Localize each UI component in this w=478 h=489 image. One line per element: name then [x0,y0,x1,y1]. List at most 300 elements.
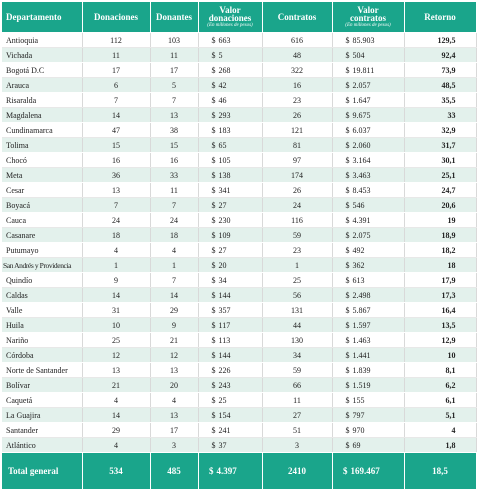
cell-valor-contratos [332,138,404,153]
cell-donaciones: 21 [82,378,150,393]
currency-symbol: $ [202,216,216,225]
cell-retorno: 48,5 [404,78,476,93]
table-header [2,2,476,33]
cell-donantes: 21 [150,333,198,348]
cell-valor-contratos [332,288,404,303]
cell-retorno: 92,4 [404,48,476,63]
cell-departamento: Chocó [2,153,82,168]
table-row [2,183,476,198]
cell-departamento: Tolima [2,138,82,153]
cell-donantes: 7 [150,273,198,288]
currency-symbol: $ [202,126,216,135]
cell-departamento: Casanare [2,228,82,243]
cell-departamento: Quindío [2,273,82,288]
table-row [2,273,476,288]
cell-retorno: 18 [404,258,476,273]
cell-donantes: 11 [150,183,198,198]
cell-valor-contratos [332,303,404,318]
cell-donantes: 18 [150,228,198,243]
cell-valor-contratos-value: 1.463 [353,336,371,345]
cell-donantes: 1 [150,258,198,273]
cell-valor-donaciones [198,153,262,168]
currency-symbol: $ [202,111,216,120]
cell-departamento: Córdoba [2,348,82,363]
table-row [2,33,476,48]
currency-symbol: $ [202,66,216,75]
cell-valor-donaciones-value: 25 [219,396,227,405]
cell-valor-contratos-value: 1.597 [353,321,371,330]
cell-donaciones: 31 [82,303,150,318]
cell-departamento: Santander [2,423,82,438]
table-row [2,213,476,228]
cell-valor-contratos [332,78,404,93]
currency-symbol: $ [336,261,350,270]
cell-valor-contratos-value: 2.075 [353,231,371,240]
cell-valor-contratos-value: 19.811 [353,66,375,75]
cell-valor-contratos-value: 3.463 [353,171,371,180]
cell-retorno: 12,9 [404,333,476,348]
cell-valor-donaciones [198,318,262,333]
cell-donantes: 16 [150,153,198,168]
header-valor-contratos-line1: Valor [335,6,402,14]
cell-valor-donaciones-value: 65 [219,141,227,150]
cell-valor-contratos-value: 6.037 [353,126,371,135]
header-donaciones: Donaciones [82,2,150,33]
cell-retorno: 10 [404,348,476,363]
cell-valor-contratos-value: 1.519 [353,381,371,390]
cell-donantes: 24 [150,213,198,228]
currency-symbol: $ [336,156,350,165]
cell-donantes: 17 [150,423,198,438]
cell-contratos: 116 [262,213,332,228]
cell-valor-donaciones-value: 20 [219,261,227,270]
cell-valor-contratos-value: 5.867 [353,306,371,315]
cell-donantes: 33 [150,168,198,183]
cell-valor-donaciones-value: 357 [219,306,231,315]
cell-valor-donaciones-value: 268 [219,66,231,75]
cell-donaciones: 4 [82,393,150,408]
cell-contratos: 48 [262,48,332,63]
donations-table-page [0,2,478,486]
cell-contratos: 56 [262,288,332,303]
cell-departamento: Cundinamarca [2,123,82,138]
cell-valor-donaciones-value: 138 [219,171,231,180]
cell-valor-contratos-value: 362 [353,261,365,270]
currency-symbol: $ [336,141,350,150]
cell-valor-contratos-value: 1.441 [353,351,371,360]
cell-valor-contratos [332,33,404,48]
cell-donaciones: 7 [82,93,150,108]
currency-symbol: $ [336,51,350,60]
cell-valor-donaciones-value: 42 [219,81,227,90]
cell-contratos: 121 [262,123,332,138]
cell-donaciones: 12 [82,348,150,363]
header-valor-contratos [332,2,404,33]
currency-symbol: $ [336,36,350,45]
donations-table [2,2,477,489]
currency-symbol: $ [202,156,216,165]
cell-valor-donaciones-value: 226 [219,366,231,375]
cell-valor-contratos-value: 9.675 [353,111,371,120]
cell-donaciones: 18 [82,228,150,243]
cell-valor-donaciones [198,168,262,183]
cell-departamento: Antioquia [2,33,82,48]
cell-contratos: 27 [262,408,332,423]
cell-donaciones: 1 [82,258,150,273]
cell-contratos: 23 [262,243,332,258]
cell-retorno: 30,1 [404,153,476,168]
cell-valor-contratos-value: 613 [353,276,365,285]
cell-departamento: Arauca [2,78,82,93]
cell-contratos: 24 [262,198,332,213]
currency-symbol: $ [202,246,216,255]
cell-contratos: 25 [262,273,332,288]
table-row [2,288,476,303]
cell-donaciones: 9 [82,273,150,288]
cell-valor-donaciones-value: 241 [219,426,231,435]
cell-valor-contratos [332,228,404,243]
cell-donaciones: 6 [82,78,150,93]
cell-departamento: Vichada [2,48,82,63]
cell-valor-donaciones-value: 293 [219,111,231,120]
cell-valor-donaciones [198,138,262,153]
cell-donaciones: 29 [82,423,150,438]
currency-symbol: $ [202,306,216,315]
cell-valor-donaciones-value: 113 [219,336,231,345]
cell-retorno: 4 [404,423,476,438]
cell-donantes: 13 [150,108,198,123]
currency-symbol: $ [336,96,350,105]
total-donaciones: 534 [82,453,150,489]
cell-valor-donaciones [198,273,262,288]
total-retorno: 18,5 [404,453,476,489]
cell-retorno: 5,1 [404,408,476,423]
cell-valor-contratos [332,93,404,108]
currency-symbol: $ [336,216,350,225]
cell-contratos: 11 [262,393,332,408]
cell-donantes: 3 [150,438,198,453]
cell-donaciones: 15 [82,138,150,153]
cell-valor-contratos [332,393,404,408]
cell-contratos: 51 [262,423,332,438]
cell-valor-contratos [332,123,404,138]
cell-retorno: 6,1 [404,393,476,408]
cell-retorno: 18,2 [404,243,476,258]
table-row [2,48,476,63]
cell-valor-donaciones-value: 117 [219,321,231,330]
cell-valor-donaciones-value: 341 [219,186,231,195]
cell-contratos: 616 [262,33,332,48]
cell-donantes: 7 [150,198,198,213]
currency-symbol: $ [336,306,350,315]
cell-contratos: 3 [262,438,332,453]
cell-valor-donaciones [198,108,262,123]
cell-contratos: 1 [262,258,332,273]
currency-symbol: $ [202,396,216,405]
cell-donaciones: 13 [82,363,150,378]
cell-contratos: 26 [262,183,332,198]
currency-symbol: $ [336,426,350,435]
cell-departamento: Valle [2,303,82,318]
cell-contratos: 26 [262,108,332,123]
cell-donaciones: 24 [82,213,150,228]
cell-valor-donaciones-value: 34 [219,276,227,285]
cell-donantes: 4 [150,393,198,408]
cell-donaciones: 7 [82,198,150,213]
cell-valor-donaciones [198,438,262,453]
currency-symbol: $ [336,291,350,300]
currency-symbol: $ [336,411,350,420]
currency-symbol: $ [336,396,350,405]
cell-contratos: 97 [262,153,332,168]
cell-valor-donaciones [198,123,262,138]
table-body [2,33,476,453]
cell-departamento: Bolívar [2,378,82,393]
cell-valor-donaciones [198,393,262,408]
cell-valor-contratos-value: 4.391 [353,216,371,225]
cell-valor-contratos [332,198,404,213]
cell-retorno: 24,7 [404,183,476,198]
cell-donantes: 29 [150,303,198,318]
table-row [2,228,476,243]
cell-valor-contratos [332,183,404,198]
cell-donaciones: 36 [82,168,150,183]
cell-donaciones: 112 [82,33,150,48]
cell-contratos: 66 [262,378,332,393]
cell-valor-contratos-value: 3.164 [353,156,371,165]
table-row [2,408,476,423]
cell-valor-donaciones-value: 37 [219,441,227,450]
currency-symbol: $ [202,96,216,105]
cell-donantes: 5 [150,78,198,93]
cell-departamento: Nariño [2,333,82,348]
cell-valor-contratos [332,333,404,348]
cell-valor-donaciones [198,48,262,63]
cell-valor-contratos [332,243,404,258]
cell-donantes: 7 [150,93,198,108]
cell-valor-donaciones [198,198,262,213]
cell-valor-donaciones-value: 27 [219,246,227,255]
cell-contratos: 131 [262,303,332,318]
cell-departamento: Meta [2,168,82,183]
cell-departamento: Bogotá D.C [2,63,82,78]
cell-donaciones: 13 [82,183,150,198]
total-contratos: 2410 [262,453,332,489]
total-valor-donaciones-value: 4.397 [217,466,237,476]
currency-symbol: $ [202,81,216,90]
currency-symbol: $ [200,466,214,476]
currency-symbol: $ [336,246,350,255]
cell-valor-contratos [332,273,404,288]
cell-retorno: 17,3 [404,288,476,303]
currency-symbol: $ [336,351,350,360]
cell-departamento: San Andrés y Providencia [2,258,82,273]
cell-departamento: Caldas [2,288,82,303]
cell-valor-contratos [332,213,404,228]
total-valor-contratos-value: 169.467 [351,466,380,476]
cell-valor-contratos-value: 155 [353,396,365,405]
cell-valor-donaciones [198,303,262,318]
currency-symbol: $ [336,231,350,240]
cell-donantes: 4 [150,243,198,258]
cell-valor-contratos [332,423,404,438]
table-row [2,63,476,78]
cell-retorno: 16,4 [404,303,476,318]
cell-departamento: Huila [2,318,82,333]
cell-valor-contratos [332,438,404,453]
table-row [2,198,476,213]
currency-symbol: $ [202,51,216,60]
cell-donantes: 103 [150,33,198,48]
cell-donantes: 9 [150,318,198,333]
header-valor-contratos-line2: contratos [335,14,402,22]
cell-valor-donaciones [198,333,262,348]
cell-valor-contratos [332,153,404,168]
cell-valor-donaciones [198,348,262,363]
table-row [2,78,476,93]
table-row [2,168,476,183]
currency-symbol: $ [202,411,216,420]
cell-valor-donaciones-value: 5 [219,51,223,60]
cell-valor-contratos-value: 970 [353,426,365,435]
cell-donaciones: 4 [82,243,150,258]
currency-symbol: $ [336,321,350,330]
currency-symbol: $ [202,366,216,375]
cell-retorno: 1,8 [404,438,476,453]
cell-valor-contratos [332,318,404,333]
currency-symbol: $ [202,261,216,270]
cell-valor-donaciones-value: 105 [219,156,231,165]
cell-donaciones: 47 [82,123,150,138]
cell-valor-donaciones [198,363,262,378]
header-valor-donaciones-unit: (En millones de pesos) [201,22,260,29]
table-row [2,303,476,318]
currency-symbol: $ [202,186,216,195]
header-valor-contratos-unit: (En millones de pesos) [335,22,402,29]
cell-valor-donaciones [198,408,262,423]
cell-valor-donaciones [198,33,262,48]
cell-valor-donaciones-value: 230 [219,216,231,225]
cell-departamento: Putumayo [2,243,82,258]
currency-symbol: $ [334,466,348,476]
cell-valor-donaciones-value: 144 [219,351,231,360]
currency-symbol: $ [336,126,350,135]
cell-valor-donaciones [198,288,262,303]
cell-retorno: 13,5 [404,318,476,333]
table-row [2,363,476,378]
table-row [2,138,476,153]
currency-symbol: $ [202,276,216,285]
currency-symbol: $ [336,336,350,345]
cell-departamento: Magdalena [2,108,82,123]
cell-valor-donaciones [198,423,262,438]
currency-symbol: $ [336,381,350,390]
cell-valor-contratos-value: 2.060 [353,141,371,150]
cell-contratos: 130 [262,333,332,348]
cell-valor-contratos [332,48,404,63]
cell-valor-contratos-value: 1.839 [353,366,371,375]
cell-valor-donaciones [198,378,262,393]
cell-valor-donaciones-value: 243 [219,381,231,390]
cell-valor-donaciones-value: 154 [219,411,231,420]
cell-contratos: 44 [262,318,332,333]
table-row [2,423,476,438]
currency-symbol: $ [202,171,216,180]
currency-symbol: $ [336,441,350,450]
cell-contratos: 34 [262,348,332,363]
table-row [2,393,476,408]
currency-symbol: $ [202,141,216,150]
table-row [2,258,476,273]
cell-retorno: 31,7 [404,138,476,153]
cell-donantes: 11 [150,48,198,63]
table-row [2,123,476,138]
cell-valor-donaciones-value: 46 [219,96,227,105]
cell-valor-donaciones-value: 663 [219,36,231,45]
cell-valor-donaciones [198,243,262,258]
total-label: Total general [2,453,82,489]
currency-symbol: $ [336,111,350,120]
cell-valor-contratos [332,408,404,423]
table-row [2,153,476,168]
currency-symbol: $ [202,441,216,450]
cell-donantes: 14 [150,288,198,303]
cell-valor-contratos [332,63,404,78]
currency-symbol: $ [202,336,216,345]
cell-donaciones: 16 [82,153,150,168]
cell-retorno: 19 [404,213,476,228]
cell-valor-contratos-value: 492 [353,246,365,255]
cell-valor-contratos-value: 546 [353,201,365,210]
header-retorno: Retorno [404,2,476,33]
cell-donantes: 15 [150,138,198,153]
currency-symbol: $ [336,201,350,210]
cell-retorno: 17,9 [404,273,476,288]
table-row [2,243,476,258]
cell-valor-contratos [332,108,404,123]
currency-symbol: $ [202,321,216,330]
cell-donaciones: 14 [82,408,150,423]
cell-departamento: Risaralda [2,93,82,108]
currency-symbol: $ [336,276,350,285]
currency-symbol: $ [336,66,350,75]
table-row [2,438,476,453]
header-departamento: Departamento [2,2,82,33]
cell-contratos: 322 [262,63,332,78]
cell-valor-donaciones [198,228,262,243]
cell-retorno: 6,2 [404,378,476,393]
cell-retorno: 35,5 [404,93,476,108]
cell-valor-contratos [332,168,404,183]
currency-symbol: $ [336,186,350,195]
cell-valor-contratos-value: 797 [353,411,365,420]
cell-donantes: 13 [150,408,198,423]
table-row [2,333,476,348]
currency-symbol: $ [202,426,216,435]
table-row [2,93,476,108]
cell-donaciones: 10 [82,318,150,333]
cell-contratos: 16 [262,78,332,93]
cell-departamento: Boyacá [2,198,82,213]
currency-symbol: $ [202,291,216,300]
cell-departamento: Atlántico [2,438,82,453]
header-valor-donaciones-line2: donaciones [201,14,260,22]
cell-departamento: Cauca [2,213,82,228]
currency-symbol: $ [336,81,350,90]
cell-retorno: 8,1 [404,363,476,378]
cell-retorno: 33 [404,108,476,123]
total-donantes: 485 [150,453,198,489]
